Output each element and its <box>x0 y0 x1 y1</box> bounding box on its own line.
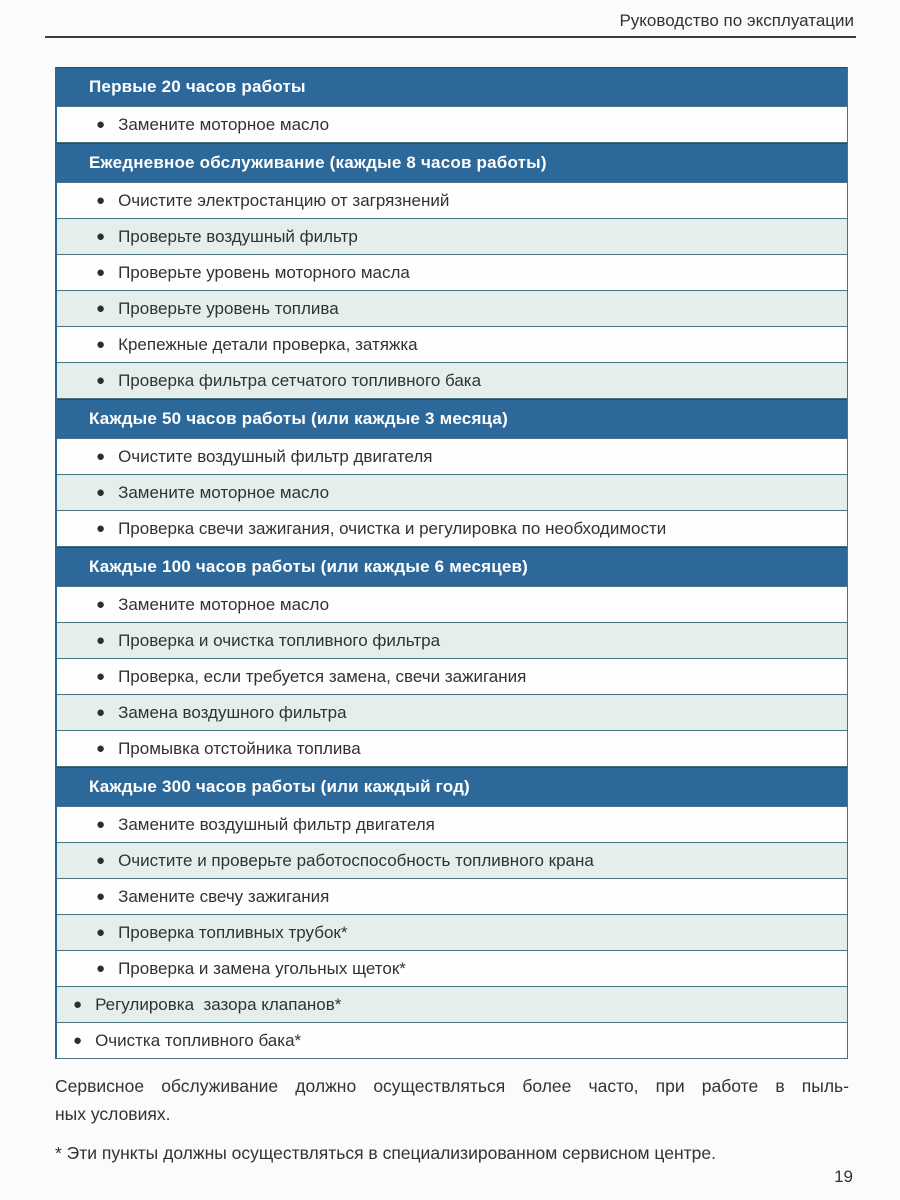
section-header <box>57 767 847 807</box>
item-label: Замените воздушный фильтр двигателя <box>118 814 435 834</box>
bullet-icon: ● <box>96 116 106 133</box>
bullet-icon: ● <box>96 668 106 685</box>
bullet-icon: ● <box>96 336 106 353</box>
item-label: Проверка топливных трубок* <box>118 922 348 942</box>
bullet-icon: ● <box>96 448 106 465</box>
item-label: Проверьте уровень моторного масла <box>118 262 410 282</box>
item-label: Замените моторное масло <box>118 482 330 502</box>
bullet-icon: ● <box>96 924 106 941</box>
maintenance-item <box>57 659 847 695</box>
bullet-icon: ● <box>96 484 106 501</box>
bullet-icon: ● <box>96 372 106 389</box>
item-label: Регулировка зазора клапанов* <box>95 994 342 1014</box>
item-label: Замените моторное масло <box>118 114 330 134</box>
page-number: 19 <box>834 1167 853 1186</box>
section-header-label: Каждые 100 часов работы (или каждые 6 месяцев) <box>89 557 529 576</box>
bullet-icon: ● <box>96 264 106 281</box>
maintenance-item <box>57 695 847 731</box>
item-label: Проверьте уровень топлива <box>118 298 339 318</box>
maintenance-item <box>57 219 847 255</box>
bullet-icon: ● <box>96 740 106 757</box>
maintenance-item <box>57 327 847 363</box>
maintenance-item <box>57 879 847 915</box>
maintenance-item <box>57 363 847 399</box>
maintenance-item <box>57 915 847 951</box>
section-header-label: Каждые 300 часов работы (или каждый год) <box>89 777 470 796</box>
page-header <box>0 0 900 31</box>
bullet-icon: ● <box>96 520 106 537</box>
item-label: Проверка свечи зажигания, очистка и регулировка по необходимости <box>118 518 667 538</box>
bullet-icon: ● <box>96 888 106 905</box>
bullet-icon: ● <box>96 852 106 869</box>
bullet-icon: ● <box>96 816 106 833</box>
maintenance-item <box>57 511 847 547</box>
maintenance-item <box>57 843 847 879</box>
maintenance-schedule-table <box>55 67 848 1059</box>
bullet-icon: ● <box>96 596 106 613</box>
maintenance-item <box>57 731 847 767</box>
item-label: Замените свечу зажигания <box>118 886 330 906</box>
section-header-label: Ежедневное обслуживание (каждые 8 часов работы) <box>89 153 547 172</box>
bullet-icon: ● <box>96 704 106 721</box>
item-label: Очистите воздушный фильтр двигателя <box>118 446 433 466</box>
bullet-icon: ● <box>73 996 83 1013</box>
footnote: * Эти пункты должны осуществляться в специализированном сервисном центре. <box>55 1143 717 1163</box>
bullet-icon: ● <box>96 300 106 317</box>
section-header-label: Каждые 50 часов работы (или каждые 3 месяца) <box>89 409 508 428</box>
service-note-line2: ных условиях. <box>55 1104 171 1124</box>
item-label: Очистка топливного бака* <box>95 1030 302 1050</box>
bullet-icon: ● <box>96 632 106 649</box>
section-header-label: Первые 20 часов работы <box>89 77 306 96</box>
section-header <box>57 143 847 183</box>
item-label: Замена воздушного фильтра <box>118 702 347 722</box>
service-note <box>55 1072 849 1128</box>
item-label: Проверка фильтра сетчатого топливного бака <box>118 370 482 390</box>
service-note-line1: Сервисное обслуживание должно осуществляться более часто, при работе в пыль- <box>55 1076 849 1096</box>
maintenance-item <box>57 439 847 475</box>
item-label: Промывка отстойника топлива <box>118 738 361 758</box>
bullet-icon: ● <box>96 228 106 245</box>
maintenance-item <box>57 183 847 219</box>
bullet-icon: ● <box>96 192 106 209</box>
item-label: Проверка и очистка топливного фильтра <box>118 630 441 650</box>
item-label: Проверка, если требуется замена, свечи зажигания <box>118 666 527 686</box>
section-header <box>57 67 847 107</box>
maintenance-item <box>57 623 847 659</box>
maintenance-item <box>57 587 847 623</box>
section-header <box>57 547 847 587</box>
item-label: Крепежные детали проверка, затяжка <box>118 334 418 354</box>
maintenance-item <box>57 951 847 987</box>
maintenance-item <box>57 987 847 1023</box>
maintenance-item <box>57 291 847 327</box>
page-header-title: Руководство по эксплуатации <box>619 11 854 30</box>
header-rule <box>45 36 856 38</box>
item-label: Проверьте воздушный фильтр <box>118 226 358 246</box>
maintenance-item <box>57 475 847 511</box>
section-header <box>57 399 847 439</box>
item-label: Проверка и замена угольных щеток* <box>118 958 406 978</box>
maintenance-item <box>57 1023 847 1059</box>
maintenance-item <box>57 107 847 143</box>
item-label: Очистите электростанцию от загрязнений <box>118 190 450 210</box>
item-label: Замените моторное масло <box>118 594 330 614</box>
item-label: Очистите и проверьте работоспособность топливного крана <box>118 850 594 870</box>
maintenance-item <box>57 255 847 291</box>
bullet-icon: ● <box>73 1032 83 1049</box>
bullet-icon: ● <box>96 960 106 977</box>
maintenance-item <box>57 807 847 843</box>
